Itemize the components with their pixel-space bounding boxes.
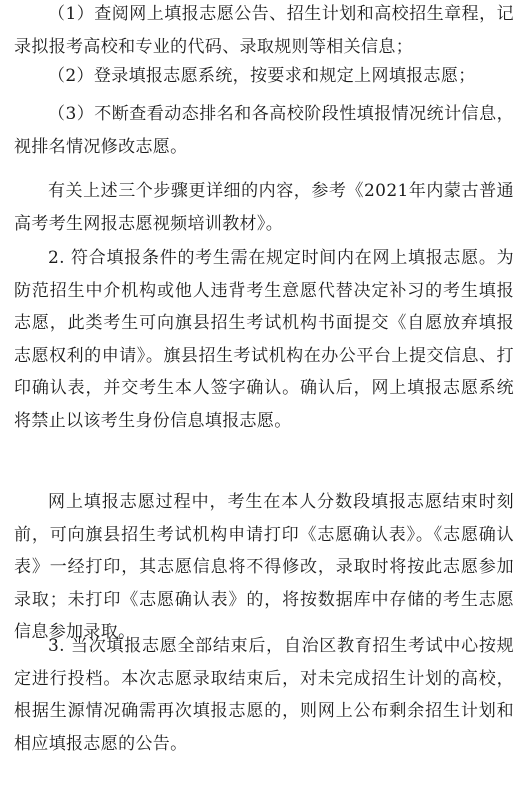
paragraph-item-2: 2. 符合填报条件的考生需在规定时间内在网上填报志愿。为防范招生中介机构或他人违背考生意愿代替决定补习的考生填报志愿，此类考生可向旗县招生考试机构书面提交《自愿放弃填报志愿权利的申请》。旗县招生考试机构在办公平台上提交信息、打印确认表，并交考生本人签字确认。确认后，网上填报志愿系统将禁止以该考生身份信息填报志愿。: [14, 248, 514, 431]
paragraph-item-3: 3. 当次填报志愿全部结束后，自治区教育招生考试中心按规定进行投档。本次志愿录取结束后，对未完成招生计划的高校，根据生源情况确需再次填报志愿的，则网上公布剩余招生计划和相应填报志愿的公告。: [14, 636, 514, 754]
paragraph-step-1: （1）查阅网上填报志愿公告、招生计划和高校招生章程，记录拟报考高校和专业的代码、录取规则等相关信息；: [14, 4, 514, 57]
paragraph-reference: 有关上述三个步骤更详细的内容，参考《2021年内蒙古普通高考考生网报志愿视频培训教材》。: [14, 181, 514, 234]
paragraph-step-3: （3）不断查看动态排名和各高校阶段性填报情况统计信息，视排名情况修改志愿。: [14, 104, 514, 157]
paragraph-confirmation-form: 网上填报志愿过程中，考生在本人分数段填报志愿结束时刻前，可向旗县招生考试机构申请打印《志愿确认表》。《志愿确认表》一经打印，其志愿信息将不得修改，录取时将按此志愿参加录取；未打印《志愿确认表》的，将按数据库中存储的考生志愿信息参加录取。: [14, 492, 514, 642]
paragraph-step-2: （2）登录填报志愿系统，按要求和规定上网填报志愿；: [48, 66, 476, 86]
